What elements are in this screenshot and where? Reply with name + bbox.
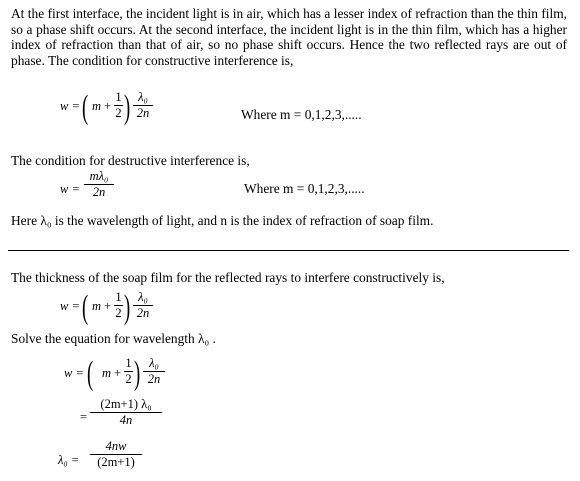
intro-paragraph: At the first interface, the incident light is in air, which has a lesser index of refraction than the thin film, so a phase shift occurs. At the second interface, the incident light is in the thin film, which has a higher index of refraction than that of air, so no phase shift occurs. Hence the two reflected rays are out of phase. The condition for constructive interference is, [11, 6, 567, 68]
eq2-where: Where m = 0,1,2,3,..... [244, 181, 365, 196]
deriv-step2-fraction [90, 398, 162, 427]
deriv-step1-lhs: w = [64, 366, 84, 380]
deriv-step1-plus: + [114, 366, 122, 380]
eq3-half-fraction [114, 291, 123, 320]
section2-heading: The thickness of the soap film for the reflected rays to interfere constructively is, [11, 270, 445, 285]
deriv-step3-fraction [90, 440, 142, 469]
deriv-half-denominator: 2 [125, 372, 132, 386]
deriv-lambda-numerator: λ₀ [149, 356, 159, 370]
eq2-numerator: mλ₀ [89, 169, 109, 183]
deriv-step3-lhs: λ₀ = [58, 453, 80, 467]
eq1-half-numerator: 1 [115, 90, 122, 104]
eq3-plus: + [104, 299, 112, 313]
eq3-lambda-fraction [133, 291, 153, 320]
deriv-lambda-denominator: 2n [147, 372, 161, 386]
deriv-lambda-fraction [143, 357, 165, 386]
eq2-denominator: 2n [92, 185, 106, 199]
eq3-half-denominator: 2 [115, 306, 122, 320]
eq1-where: Where m = 0,1,2,3,..... [241, 107, 362, 122]
eq1-m: m [92, 99, 102, 113]
deriv-step1-m: m [102, 366, 112, 380]
eq1-half-denominator: 2 [115, 106, 122, 120]
eq1-lambda-fraction [133, 91, 153, 120]
eq3-half-numerator: 1 [115, 290, 122, 304]
eq2-fraction [84, 170, 114, 199]
eq1-lambda-numerator: λ₀ [138, 90, 148, 104]
deriv-right-paren: ) [134, 355, 141, 392]
deriv-half-numerator: 1 [125, 356, 132, 370]
deriv-left-paren: ( [87, 355, 94, 392]
eq3-right-paren: ) [124, 289, 131, 326]
eq1-left-paren: ( [82, 89, 89, 126]
deriv-step3-numerator: 4nw [105, 439, 127, 453]
deriv-half-fraction [124, 357, 133, 386]
eq3-m: m [92, 299, 102, 313]
destructive-heading: The condition for destructive interference is, [11, 153, 250, 168]
eq1-half-fraction [114, 91, 123, 120]
eq1-lambda-denominator: 2n [136, 106, 150, 120]
eq1-plus: + [104, 99, 112, 113]
deriv-step2-numerator: (2m+1) λ₀ [100, 397, 152, 411]
eq3-lambda-numerator: λ₀ [138, 290, 148, 304]
eq1-lhs: w = [60, 99, 80, 113]
deriv-step3-denominator: (2m+1) [97, 455, 135, 469]
deriv-step2-denominator: 4n [119, 413, 133, 427]
eq3-left-paren: ( [82, 289, 89, 326]
eq3-lhs: w = [60, 299, 80, 313]
deriv-step2-equals: = [80, 410, 88, 424]
definitions-line: Here λ₀ is the wavelength of light, and n is the index of refraction of soap film. [11, 213, 434, 228]
solve-line: Solve the equation for wavelength λ₀ . [11, 331, 216, 346]
section-divider [8, 250, 569, 251]
eq3-lambda-denominator: 2n [136, 306, 150, 320]
eq2-lhs: w = [60, 182, 80, 196]
eq1-right-paren: ) [124, 89, 131, 126]
